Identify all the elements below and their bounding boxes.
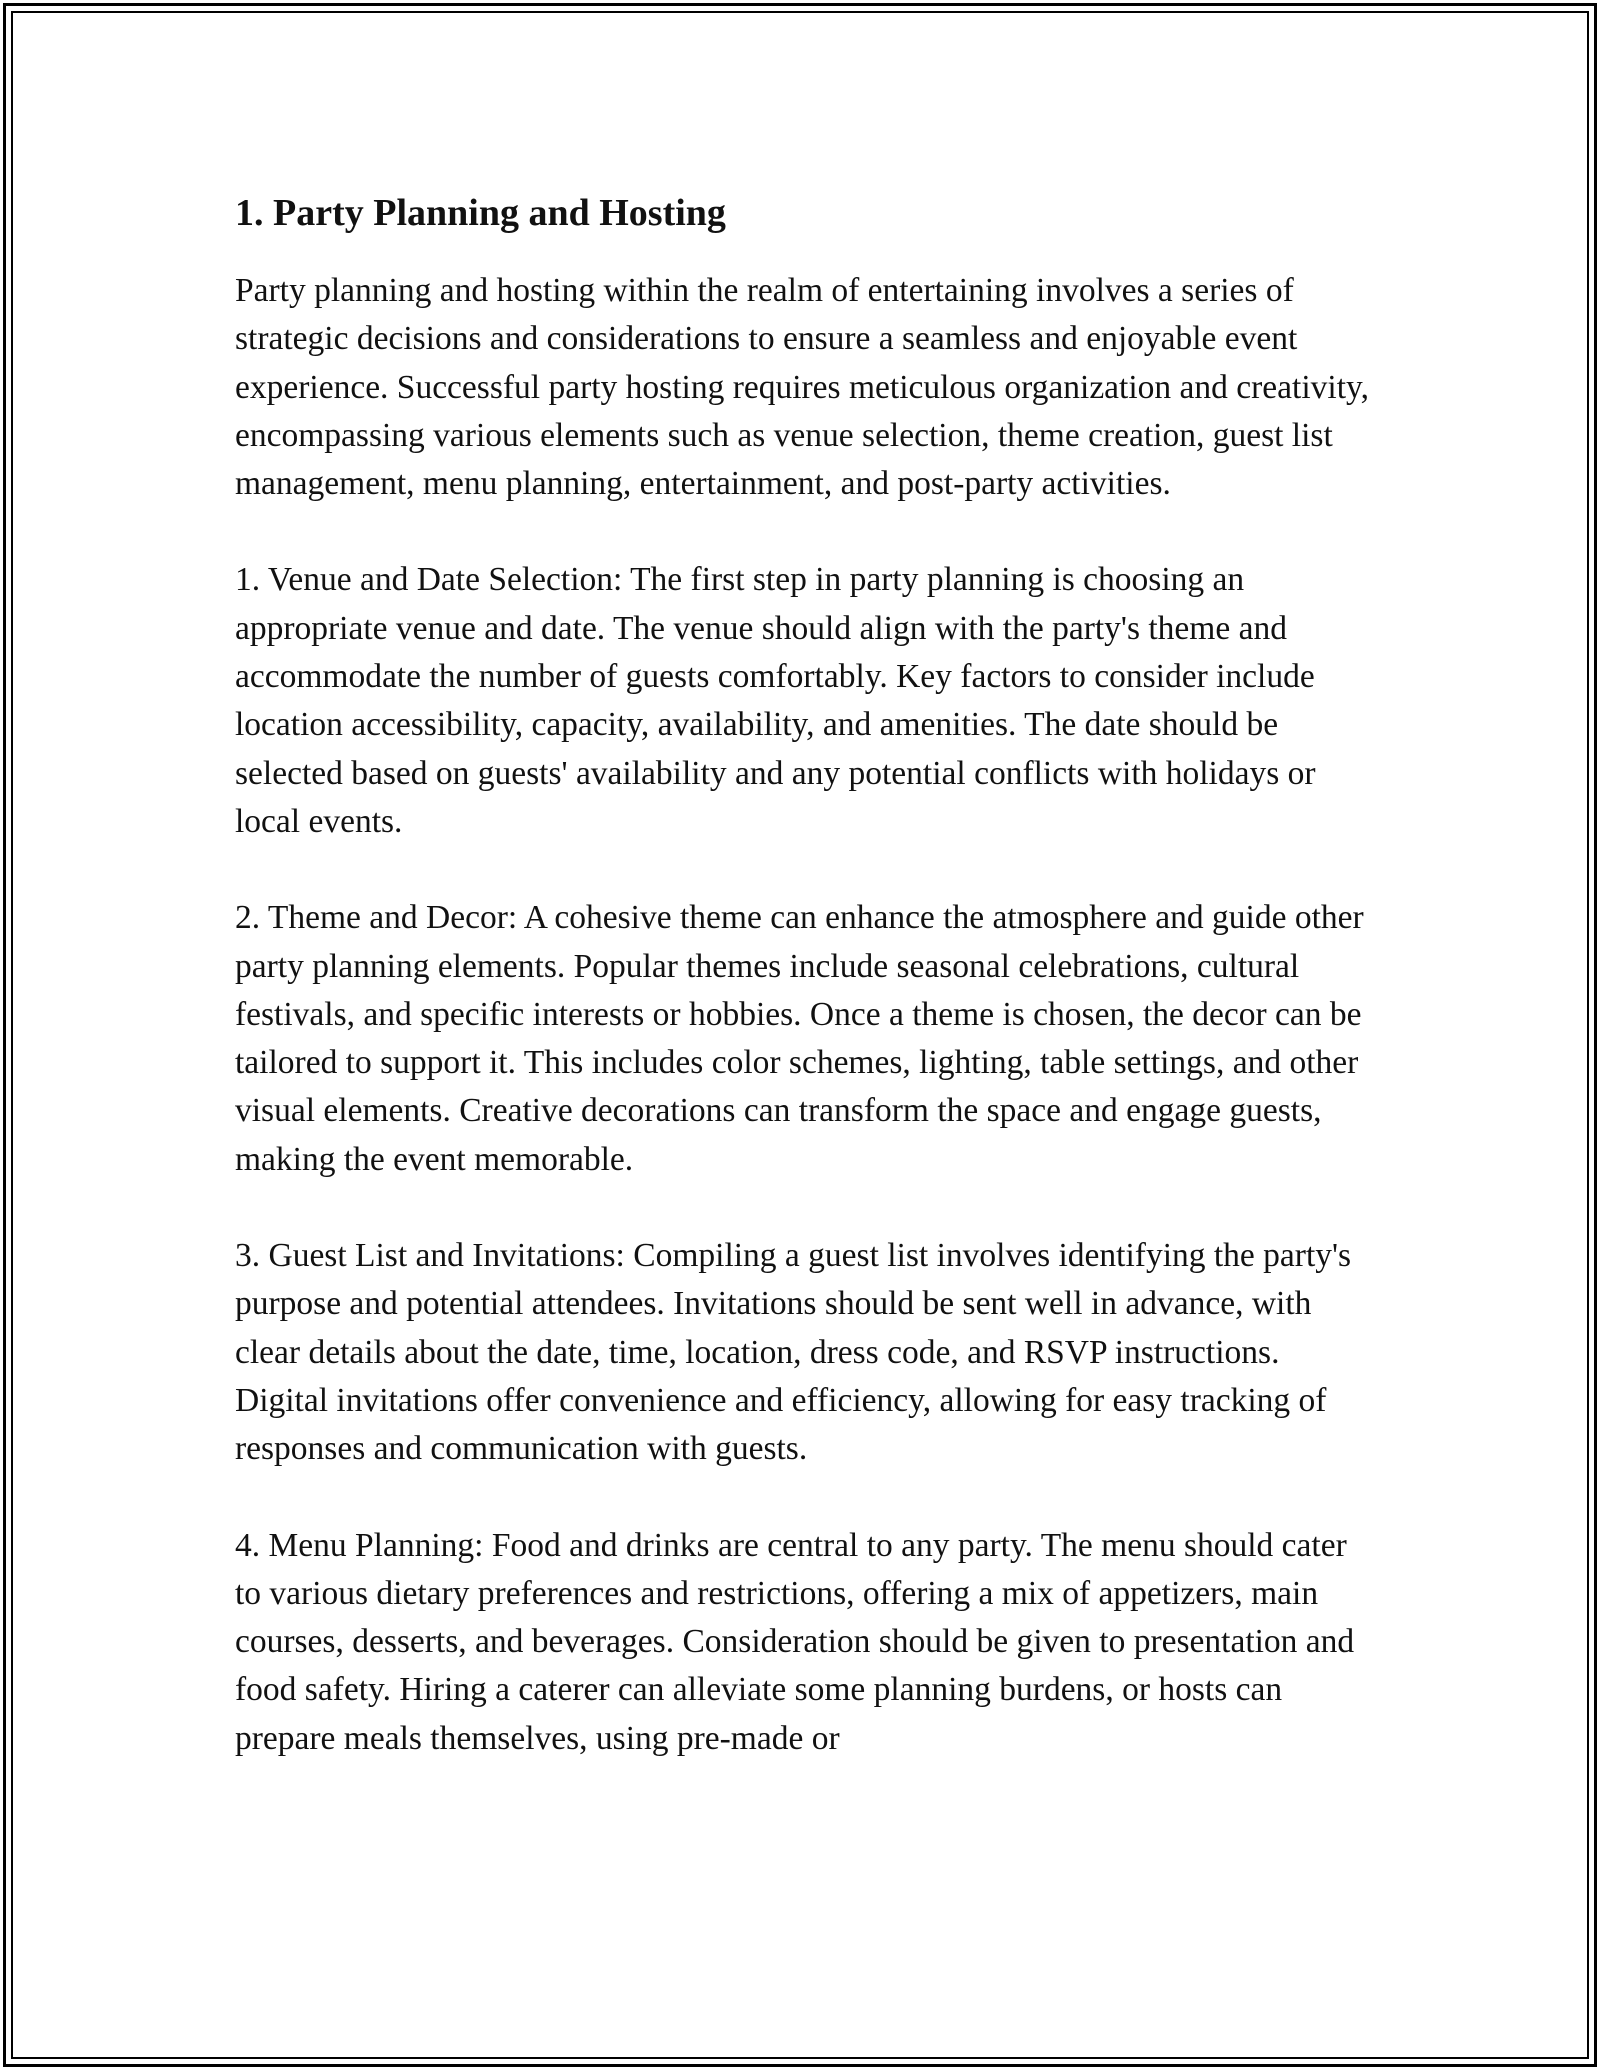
- section-heading: 1. Party Planning and Hosting: [235, 192, 726, 234]
- document-body: [235, 185, 1375, 1811]
- venue-date-paragraph: 1. Venue and Date Selection: The first step in party planning is choosing an appropriate venue and date. The venue should align with the party's theme and accommodate the number of guests comfortably. Key factors to consider include location accessibility, capacity, availability, and amenities. The date should be selected based on guests' availability and any potential conflicts with holidays or local events.: [235, 561, 1316, 840]
- menu-planning-paragraph: 4. Menu Planning: Food and drinks are central to any party. The menu should cater to various dietary preferences and restrictions, offering a mix of appetizers, main courses, desserts, and beverages. Consideration should be given to presentation and food safety. Hiring a caterer can alleviate some planning burdens, or hosts can prepare meals themselves, using pre-made or: [235, 1526, 1355, 1757]
- intro-paragraph: Party planning and hosting within the realm of entertaining involves a series of strategic decisions and considerations to ensure a seamless and enjoyable event experience. Successful party hosting requires meticulous organization and creativity, encompassing various elements such as venue selection, theme creation, guest list management, menu planning, entertainment, and post-party activities.: [235, 272, 1369, 503]
- guest-list-paragraph: 3. Guest List and Invitations: Compiling a guest list involves identifying the party's purpose and potential attendees. Invitations should be sent well in advance, with clear details about the date, time, location, dress code, and RSVP instructions. Digital invitations offer convenience and efficiency, allowing for easy tracking of responses and communication with guests.: [235, 1237, 1352, 1468]
- theme-decor-paragraph: 2. Theme and Decor: A cohesive theme can enhance the atmosphere and guide other party planning elements. Popular themes include seasonal celebrations, cultural festivals, and specific interests or hobbies. Once a theme is chosen, the decor can be tailored to support it. This includes color schemes, lighting, table settings, and other visual elements. Creative decorations can transform the space and engage guests, making the event memorable.: [235, 899, 1364, 1178]
